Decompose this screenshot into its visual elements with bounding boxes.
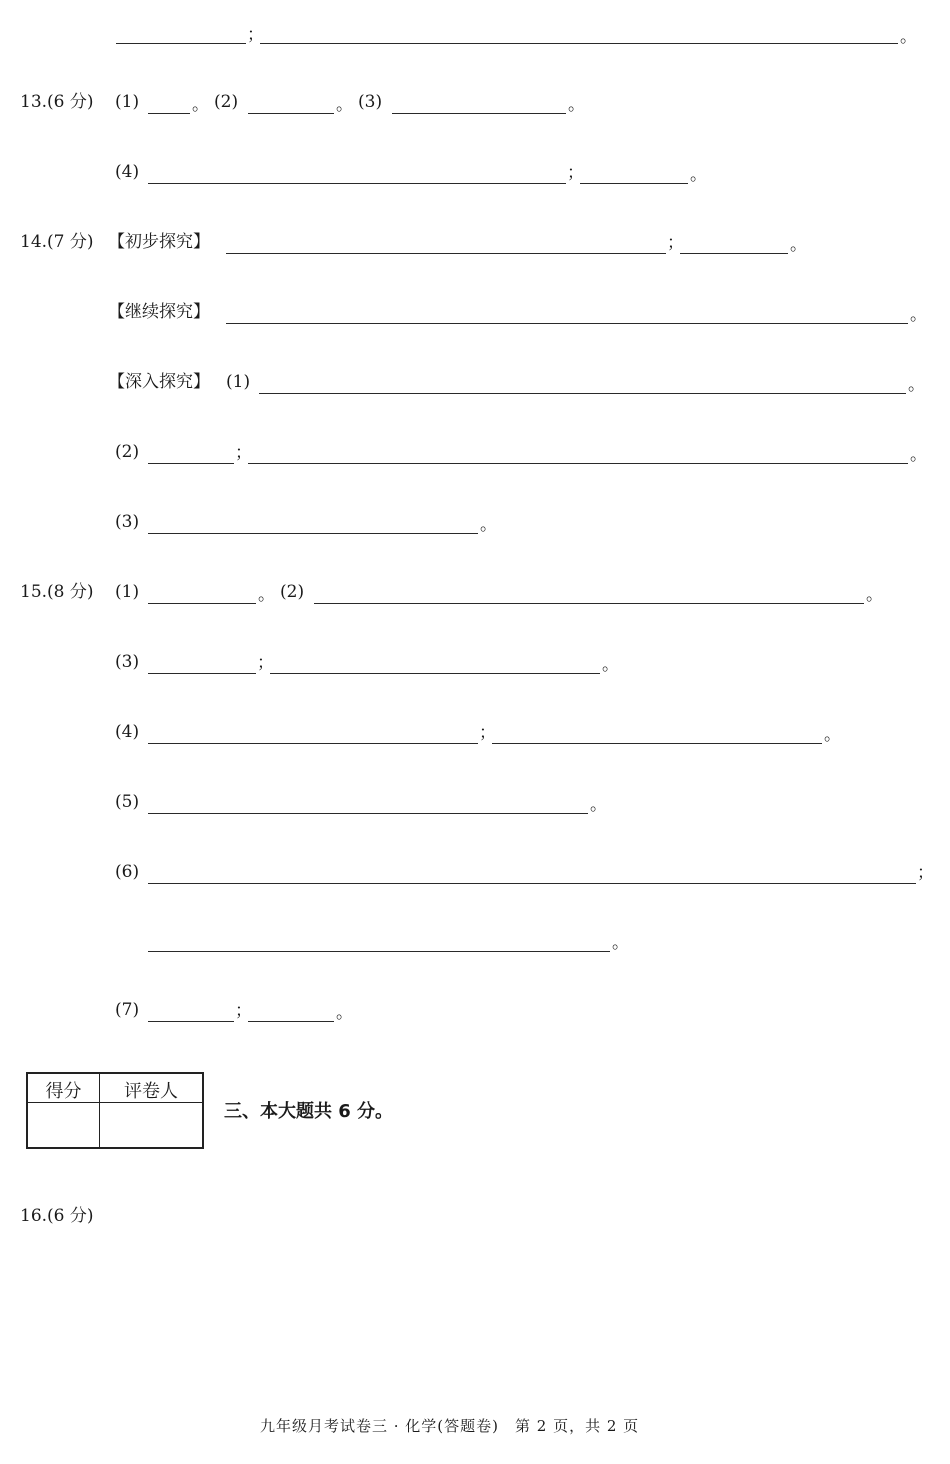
q15-part-3-blank-b[interactable] xyxy=(270,673,600,674)
q14-continue-blank[interactable] xyxy=(226,323,908,324)
q15-part-4-blank-b[interactable] xyxy=(492,743,822,744)
q15-part-7-blank-b[interactable] xyxy=(248,1021,334,1022)
grader-header: 评卷人 xyxy=(124,1081,178,1102)
semicolon: ； xyxy=(235,443,252,463)
q13-part-4-label: (4) xyxy=(115,162,140,182)
q14-deep-heading: 【深入探究】 xyxy=(108,372,210,392)
score-header: 得分 xyxy=(45,1081,82,1102)
q13-part-3-label: (3) xyxy=(358,92,383,112)
period: 。 xyxy=(900,27,917,47)
semicolon: ； xyxy=(479,723,496,743)
q15-part-6-label: (6) xyxy=(115,862,140,882)
q13-part-1-label: (1) xyxy=(115,92,140,112)
q15-part-6-blank-a[interactable] xyxy=(148,883,916,884)
q14-deep-part-1-label: (1) xyxy=(226,372,251,392)
score-table xyxy=(26,1072,204,1149)
semicolon: ； xyxy=(567,163,584,183)
question-15-label: 15.(8 分) xyxy=(20,582,94,602)
period: 。 xyxy=(568,95,585,115)
question-16-label: 16.(6 分) xyxy=(20,1206,94,1226)
q15-part-6-blank-b[interactable] xyxy=(148,951,610,952)
q13-part-2-label: (2) xyxy=(214,92,239,112)
q15-part-7-label: (7) xyxy=(115,1000,140,1020)
question-14-label: 14.(7 分) xyxy=(20,232,94,252)
q15-part-4-blank-a[interactable] xyxy=(148,743,478,744)
q15-part-3-label: (3) xyxy=(115,652,140,672)
q14-initial-heading: 【初步探究】 xyxy=(108,232,210,252)
q15-part-1-label: (1) xyxy=(115,582,140,602)
page-footer: 九年级月考试卷三 · 化学(答题卷) 第 2 页，共 2 页 xyxy=(260,1417,640,1435)
q13-part-2-blank[interactable] xyxy=(248,113,334,114)
q15-part-5-label: (5) xyxy=(115,792,140,812)
q14-initial-blank-b[interactable] xyxy=(680,253,788,254)
q15-part-2-blank[interactable] xyxy=(314,603,864,604)
semicolon: ； xyxy=(667,233,684,253)
period: 。 xyxy=(590,795,607,815)
period: 。 xyxy=(824,725,841,745)
q14-initial-blank-a[interactable] xyxy=(226,253,666,254)
q14-deep-part-1-blank[interactable] xyxy=(259,393,906,394)
period: 。 xyxy=(336,95,353,115)
q15-part-2-label: (2) xyxy=(280,582,305,602)
q13-part-3-blank[interactable] xyxy=(392,113,566,114)
q14-continue-heading: 【继续探究】 xyxy=(108,302,210,322)
q15-part-4-label: (4) xyxy=(115,722,140,742)
q15-part-3-blank-a[interactable] xyxy=(148,673,256,674)
period: 。 xyxy=(602,655,619,675)
period: 。 xyxy=(690,165,707,185)
q15-part-7-blank-a[interactable] xyxy=(148,1021,234,1022)
period: 。 xyxy=(910,445,927,465)
question-13-label: 13.(6 分) xyxy=(20,92,94,112)
section-3-title: 三、本大题共 6 分。 xyxy=(224,1101,394,1122)
period: 。 xyxy=(336,1003,353,1023)
semicolon: ； xyxy=(247,25,264,45)
semicolon: ； xyxy=(917,863,934,883)
q14-part-3-blank[interactable] xyxy=(148,533,478,534)
period: 。 xyxy=(908,375,925,395)
answer-blank[interactable] xyxy=(260,43,898,44)
q15-part-5-blank[interactable] xyxy=(148,813,588,814)
q14-part-3-label: (3) xyxy=(115,512,140,532)
period: 。 xyxy=(258,585,275,605)
q13-part-1-blank[interactable] xyxy=(148,113,190,114)
q14-part-2-blank-a[interactable] xyxy=(148,463,234,464)
semicolon: ； xyxy=(257,653,274,673)
answer-blank[interactable] xyxy=(116,43,246,44)
q14-part-2-label: (2) xyxy=(115,442,140,462)
period: 。 xyxy=(910,305,927,325)
period: 。 xyxy=(790,235,807,255)
period: 。 xyxy=(866,585,883,605)
semicolon: ； xyxy=(235,1001,252,1021)
q13-part-4-blank-b[interactable] xyxy=(580,183,688,184)
period: 。 xyxy=(480,515,497,535)
q15-part-1-blank[interactable] xyxy=(148,603,256,604)
q13-part-4-blank-a[interactable] xyxy=(148,183,566,184)
period: 。 xyxy=(612,933,629,953)
period: 。 xyxy=(192,95,209,115)
q14-part-2-blank-b[interactable] xyxy=(248,463,908,464)
